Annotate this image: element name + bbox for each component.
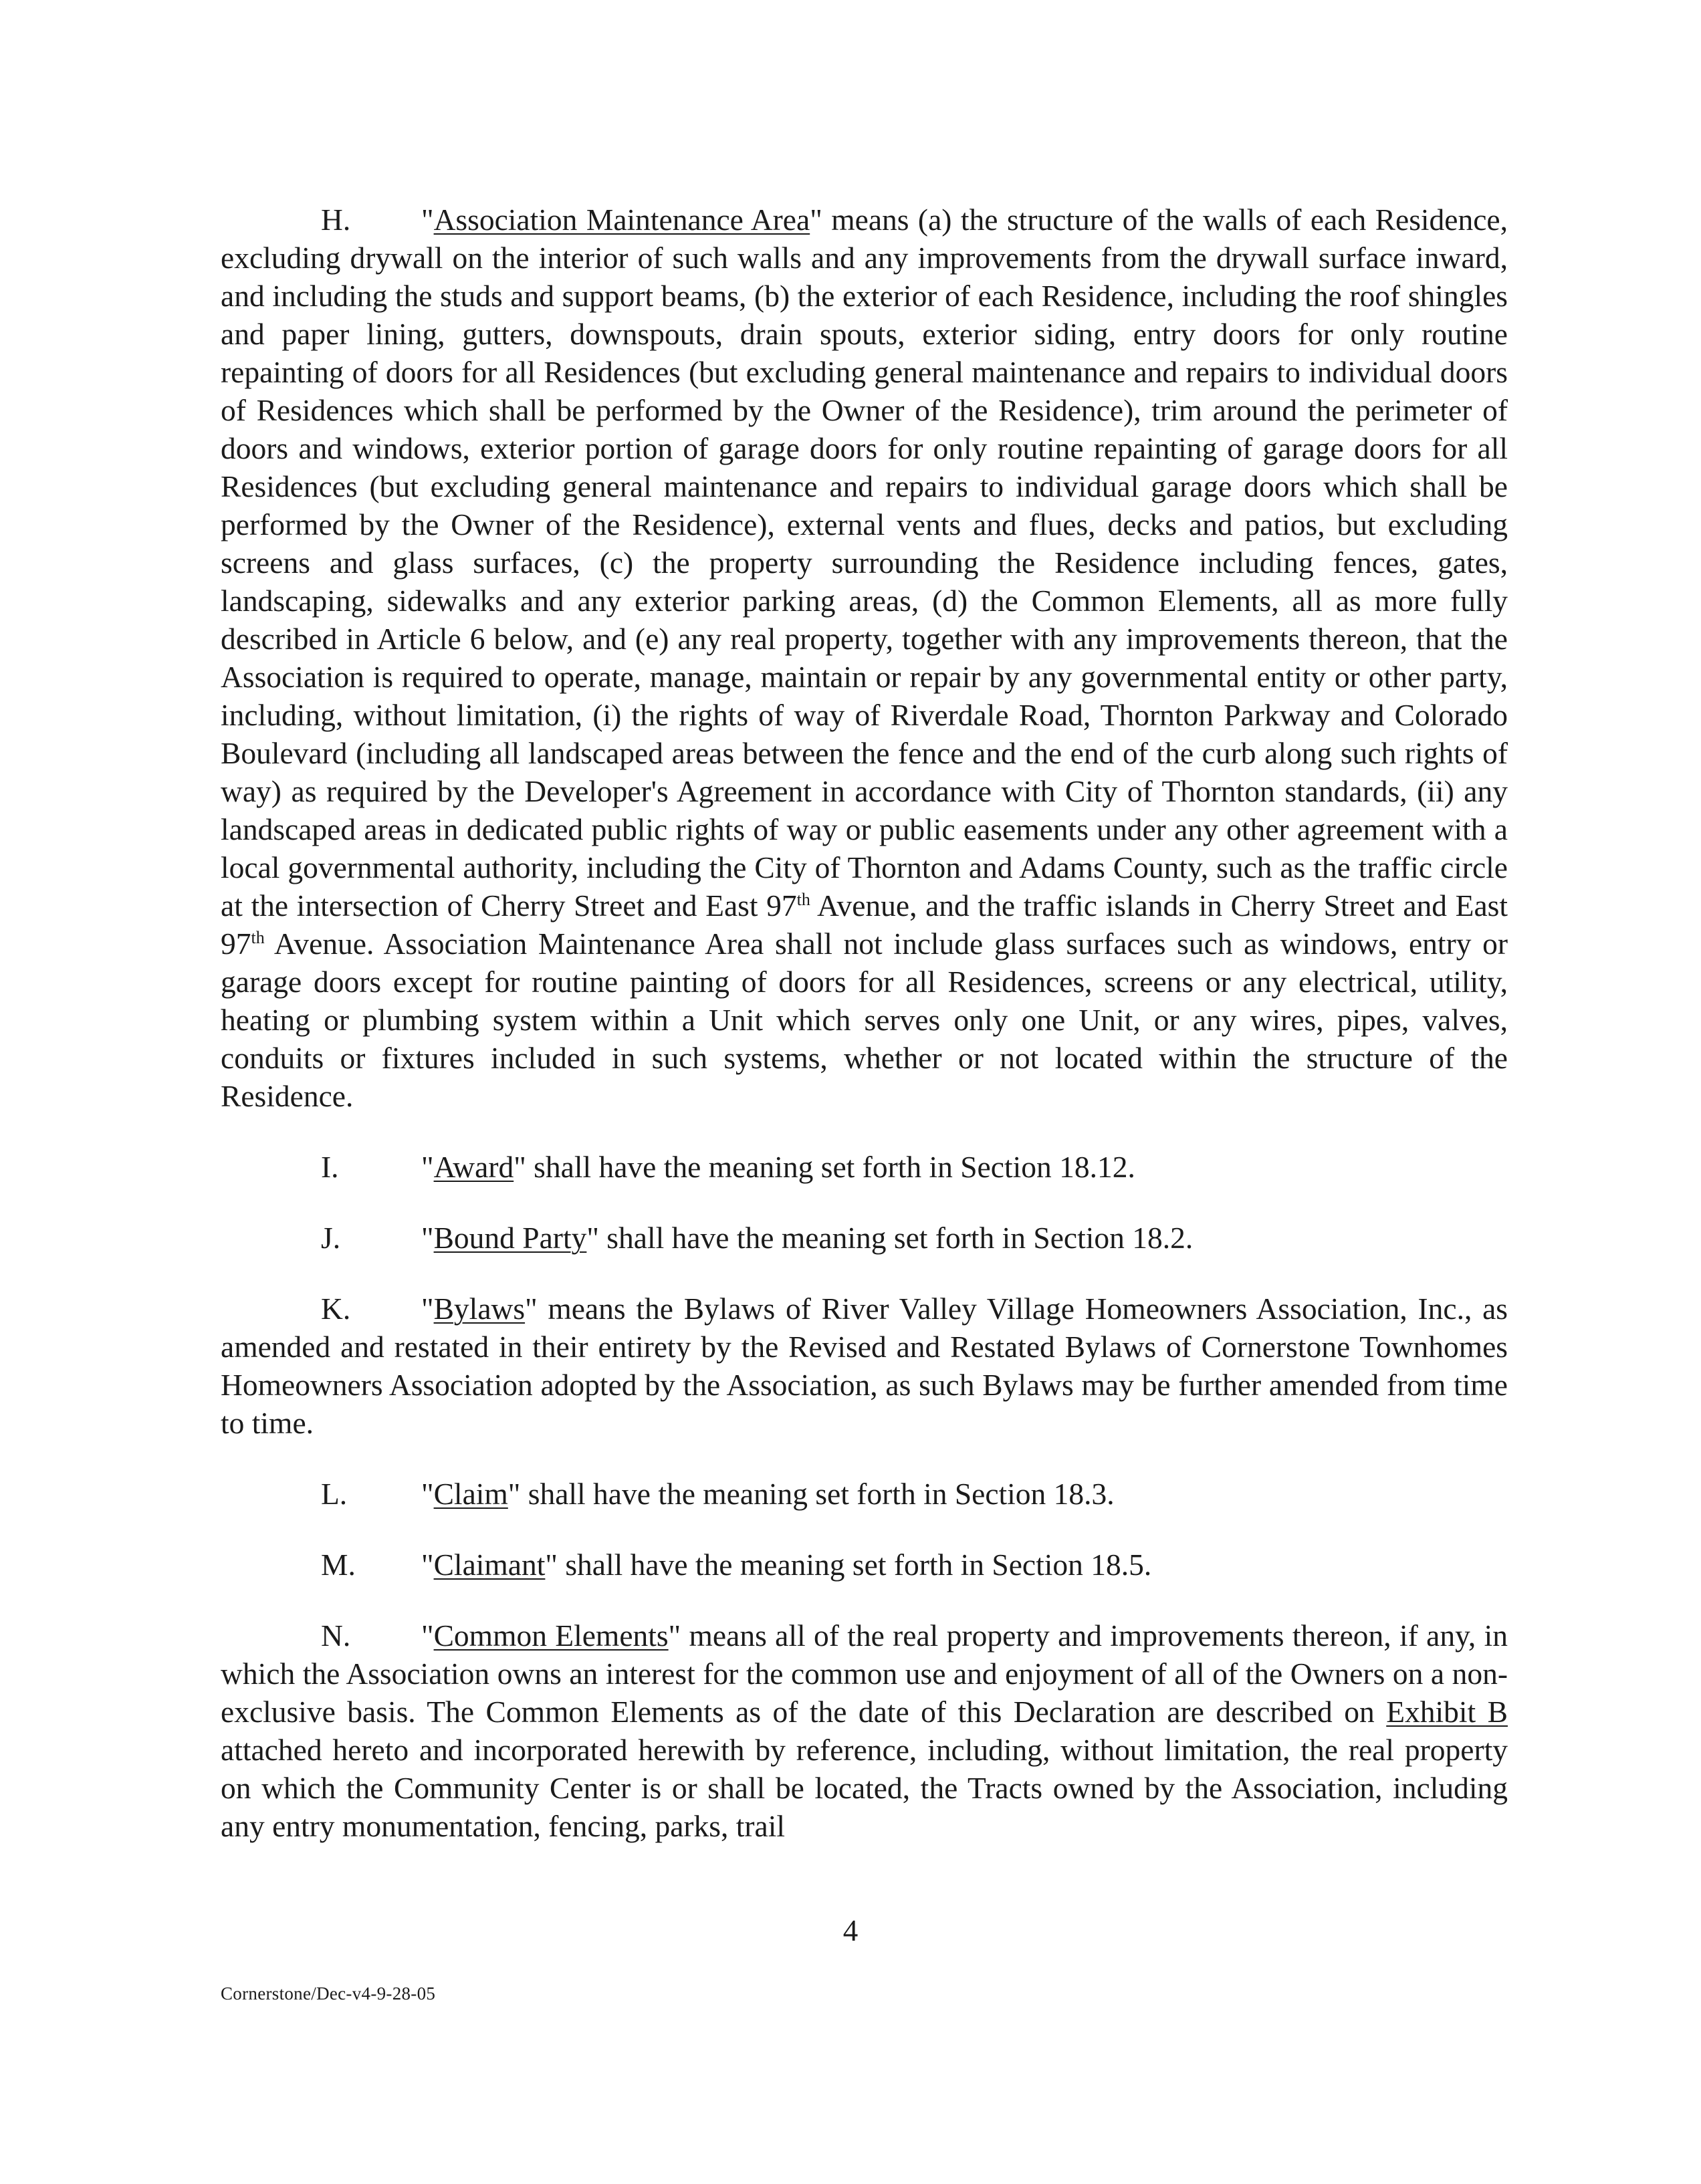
paragraph-m: M. "Claimant" shall have the meaning set forth in Section 18.5.: [221, 1546, 1508, 1584]
defined-term: Common Elements: [433, 1618, 669, 1653]
defined-term: Bylaws: [433, 1292, 526, 1326]
paragraph-letter: H.: [321, 203, 351, 237]
paragraph-text: " shall have the meaning set forth in Section 18.2.: [586, 1221, 1194, 1255]
paragraph-letter: I.: [321, 1150, 339, 1184]
paragraph-letter: J.: [321, 1221, 341, 1255]
paragraph-l: L. "Claim" shall have the meaning set forth in Section 18.3.: [221, 1475, 1508, 1513]
defined-term: Bound Party: [433, 1221, 587, 1255]
document-footer: Cornerstone/Dec-v4-9-28-05: [221, 1983, 436, 2004]
paragraph-letter: M.: [321, 1548, 356, 1582]
defined-term: Award: [433, 1150, 514, 1184]
defined-term: Claim: [433, 1477, 508, 1511]
page-number: 4: [842, 1914, 859, 1947]
exhibit-reference: Exhibit B: [1386, 1695, 1508, 1729]
paragraph-letter: K.: [321, 1292, 351, 1326]
paragraph-text: attached hereto and incorporated herewith by reference, including, without limitation, the real property on which the Community Center is or shall be located, the Tracts owned by the Association, including any entry monumentation, fencing, parks, trail: [221, 1733, 1508, 1843]
paragraph-i: I. "Award" shall have the meaning set forth in Section 18.12.: [221, 1148, 1508, 1186]
document-body: [221, 201, 1508, 1845]
paragraph-k: K. "Bylaws" means the Bylaws of River Valley Village Homeowners Association, Inc., as amended and restated in their entirety by the Revised and Restated Bylaws of Cornerstone Townhomes Homeowners Association adopted by the Association, as such Bylaws may be further amended from time to time.: [221, 1290, 1508, 1442]
paragraph-h: H. "Association Maintenance Area" means (a) the structure of the walls of each Residence, excluding drywall on the interior of such walls and any improvements from the drywall surface inward, and including the studs and support beams, (b) the exterior of each Residence, including the roof shingles and paper lining, gutters, downspouts, drain spouts, exterior siding, entry doors for only routine repainting of doors for all Residences (but excluding general maintenance and repairs to individual doors of Residences which shall be performed by the Owner of the Residence), trim around the perimeter of doors and windows, exterior portion of garage doors for only routine repainting of garage doors for all Residences (but excluding general maintenance and repairs to individual garage doors which shall be performed by the Owner of the Residence), external vents and flues, decks and patios, but excluding screens and glass surfaces, (c) the property surrounding the Residence including fences, gates, landscaping, sidewalks and any exterior parking areas, (d) the Common Elements, all as more fully described in Article 6 below, and (e) any real property, together with any improvements thereon, that the Association is required to operate, manage, maintain or repair by any governmental entity or other party, including, without limitation, (i) the rights of way of Riverdale Road, Thornton Parkway and Colorado Boulevard (including all landscaped areas between the fence and the end of the curb along such rights of way) as required by the Developer's Agreement in accordance with City of Thornton standards, (ii) any landscaped areas in dedicated public rights of way or public easements under any other agreement with a local governmental authority, including the City of Thornton and Adams County, such as the traffic circle at the intersection of Cherry Street and East 97th Avenue, and the traffic islands in Cherry Street and East 97th Avenue. Association Maintenance Area shall not include glass surfaces such as windows, entry or garage doors except for routine painting of doors for all Residences, screens or any electrical, utility, heating or plumbing system within a Unit which serves only one Unit, or any wires, pipes, valves, conduits or fixtures included in such systems, whether or not located within the structure of the Residence.: [221, 201, 1508, 1115]
paragraph-text: " means the Bylaws of River Valley Village Homeowners Association, Inc., as amended and restated in their entirety by the Revised and Restated Bylaws of Cornerstone Townhomes Homeowners Association adopted by the Association, as such Bylaws may be further amended from time to time.: [221, 1292, 1508, 1440]
paragraph-text: Avenue. Association Maintenance Area shall not include glass surfaces such as windows, entry or garage doors except for routine painting of doors for all Residences, screens or any electrical, utility, heating or plumbing system within a Unit which serves only one Unit, or any wires, pipes, valves, conduits or fixtures included in such systems, whether or not located within the structure of the Residence.: [221, 927, 1508, 1113]
paragraph-text: " means (a) the structure of the walls of each Residence, excluding drywall on the interior of such walls and any improvements from the drywall surface inward, and including the studs and support beams, (b) the exterior of each Residence, including the roof shingles and paper lining, gutters, downspouts, drain spouts, exterior siding, entry doors for only routine repainting of doors for all Residences (but excluding general maintenance and repairs to individual doors of Residences which shall be performed by the Owner of the Residence), trim around the perimeter of doors and windows, exterior portion of garage doors for only routine repainting of garage doors for all Residences (but excluding general maintenance and repairs to individual garage doors which shall be performed by the Owner of the Residence), external vents and flues, decks and patios, but excluding screens and glass surfaces, (c) the property surrounding the Residence including fences, gates, landscaping, sidewalks and any exterior parking areas, (d) the Common Elements, all as more fully described in Article 6 below, and (e) any real property, together with any improvements thereon, that the Association is required to operate, manage, maintain or repair by any governmental entity or other party, including, without limitation, (i) the rights of way of Riverdale Road, Thornton Parkway and Colorado Boulevard (including all landscaped areas between the fence and the end of the curb along such rights of way) as required by the Developer's Agreement in accordance with City of Thornton standards, (ii) any landscaped areas in dedicated public rights of way or public easements under any other agreement with a local governmental authority, including the City of Thornton and Adams County, such as the traffic circle at the intersection of Cherry Street and East 97: [221, 203, 1508, 923]
paragraph-text: Avenue, and the traffic islands in Cherry Street and East 97: [221, 888, 1508, 961]
defined-term: Claimant: [433, 1548, 546, 1582]
paragraph-letter: L.: [321, 1477, 348, 1511]
paragraph-n: N. "Common Elements" means all of the real property and improvements thereon, if any, in which the Association owns an interest for the common use and enjoyment of all of the Owners on a non-exclusive basis. The Common Elements as of the date of this Declaration are described on Exhibit B attached hereto and incorporated herewith by reference, including, without limitation, the real property on which the Community Center is or shall be located, the Tracts owned by the Association, including any entry monumentation, fencing, parks, trail: [221, 1616, 1508, 1845]
paragraph-text: " shall have the meaning set forth in Section 18.5.: [545, 1548, 1152, 1582]
defined-term: Association Maintenance Area: [433, 203, 810, 237]
paragraph-text: " shall have the meaning set forth in Section 18.3.: [507, 1477, 1115, 1511]
paragraph-text: " means all of the real property and improvements thereon, if any, in which the Association owns an interest for the common use and enjoyment of all of the Owners on a non-exclusive basis. The Common Elements as of the date of this Declaration are described on: [221, 1618, 1508, 1729]
paragraph-letter: N.: [321, 1618, 351, 1653]
paragraph-text: " shall have the meaning set forth in Section 18.12.: [514, 1150, 1135, 1184]
paragraph-j: J. "Bound Party" shall have the meaning set forth in Section 18.2.: [221, 1219, 1508, 1257]
